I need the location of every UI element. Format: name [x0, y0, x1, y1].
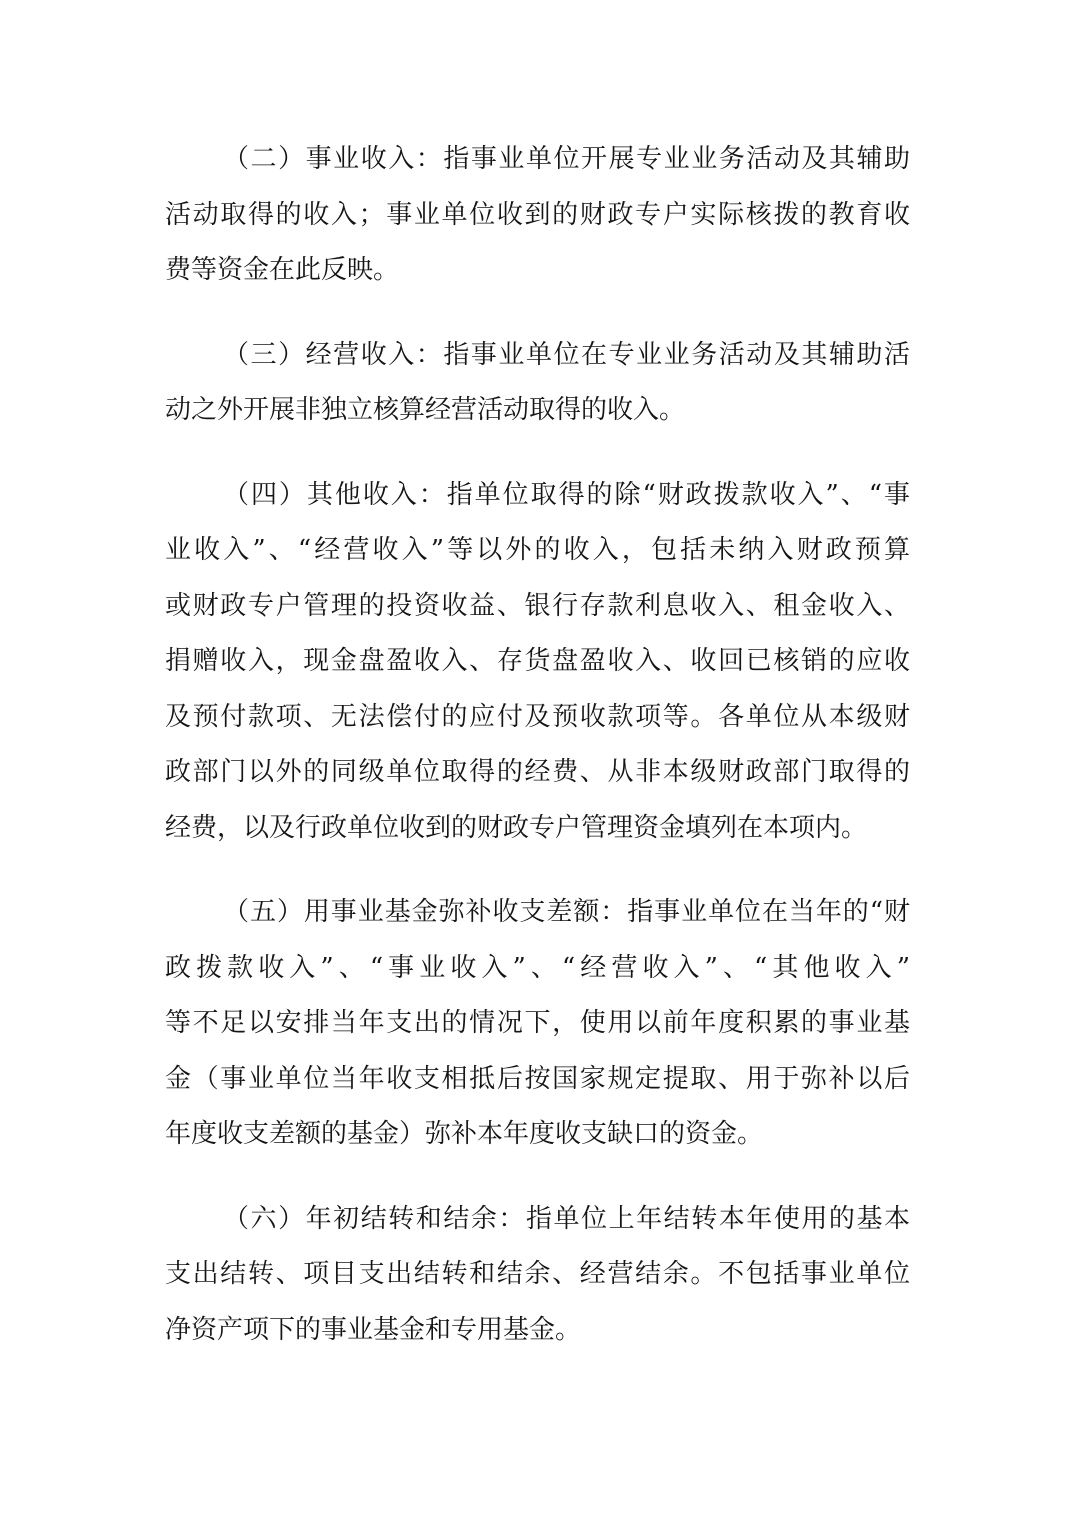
text-line: 捐赠收入，现金盘盈收入、存货盘盈收入、收回已核销的应收 [165, 646, 910, 676]
paragraph-carryover-balance [165, 1192, 910, 1359]
text-line: 业收入”、“经营收入”等以外的收入，包括未纳入财政预算 [165, 535, 910, 565]
text-line: 政部门以外的同级单位取得的经费、从非本级财政部门取得的 [165, 757, 910, 787]
document-body [165, 132, 910, 1387]
text-line: 活动取得的收入；事业单位收到的财政专户实际核拨的教育收 [165, 199, 910, 230]
text-line: 年度收支差额的基金）弥补本年度收支缺口的资金。 [165, 1119, 764, 1149]
paragraph-operating-income [165, 328, 910, 439]
text-line: 或财政专户管理的投资收益、银行存款利息收入、租金收入、 [165, 590, 910, 621]
text-line: 动之外开展非独立核算经营活动取得的收入。 [165, 395, 686, 425]
paragraph-other-income [165, 468, 910, 857]
text-line: 费等资金在此反映。 [165, 255, 400, 285]
text-line: 金（事业单位当年收支相抵后按国家规定提取、用于弥补以后 [165, 1063, 910, 1094]
text-line: （五）用事业基金弥补收支差额：指事业单位在当年的“财 [223, 897, 910, 927]
text-line: （六）年初结转和结余：指单位上年结转本年使用的基本 [223, 1203, 910, 1234]
text-line: 经费，以及行政单位收到的财政专户管理资金填列在本项内。 [165, 812, 868, 843]
text-line: 净资产项下的事业基金和专用基金。 [165, 1314, 582, 1345]
text-line: 及预付款项、无法偿付的应付及预收款项等。各单位从本级财 [165, 701, 910, 732]
text-line: （二）事业收入：指事业单位开展专业业务活动及其辅助 [223, 144, 910, 174]
text-line: （四）其他收入：指单位取得的除“财政拨款收入”、“事 [223, 479, 910, 510]
text-line: （三）经营收入：指事业单位在专业业务活动及其辅助活 [223, 339, 910, 370]
text-line: 支出结转、项目支出结转和结余、经营结余。不包括事业单位 [165, 1259, 910, 1289]
text-line: 政拨款收入”、“事业收入”、“经营收入”、“其他收入” [165, 952, 910, 983]
text-line: 等不足以安排当年支出的情况下，使用以前年度积累的事业基 [165, 1008, 910, 1038]
paragraph-business-income [165, 132, 910, 299]
paragraph-business-fund-offset [165, 885, 910, 1163]
